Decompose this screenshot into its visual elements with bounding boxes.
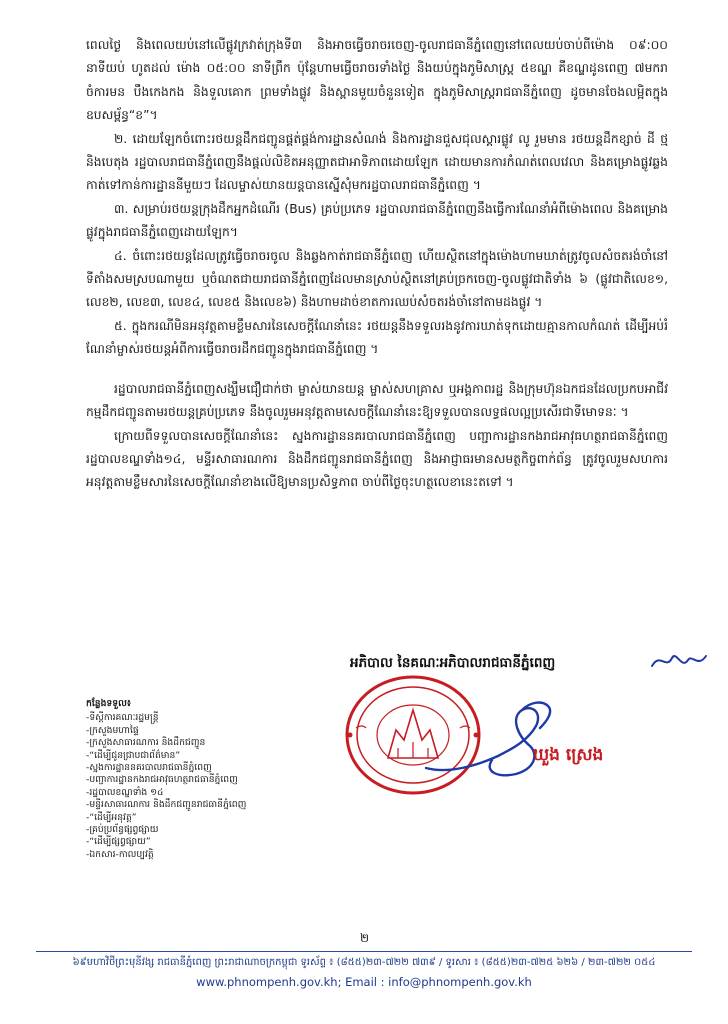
recipients-heading: កន្លែងទទួល៖ — [86, 698, 131, 709]
recipient-item: -បញ្ជាការដ្ឋានកងរាជអាវុធហត្ថរាជធានីភ្នំពេញ — [86, 774, 238, 786]
recipient-item: -មន្ទីរសាធារណការ និងដឹកជញ្ជូនរាជធានីភ្នំពេញ — [86, 799, 247, 811]
recipient-item: -“ដើម្បីផ្សព្វផ្សាយ” — [86, 836, 151, 848]
footer-web-email[interactable]: www.phnompenh.gov.kh; Email : info@phnompenh.gov.kh — [196, 975, 532, 989]
recipient-item: -“ដើម្បីជូនជ្រាបជាព័ត៌មាន” — [86, 749, 181, 761]
initials-scribble — [650, 648, 710, 674]
recipient-item: -ក្រសួងសាធារណការ និងដឹកជញ្ជូន — [86, 737, 206, 749]
letter-body — [86, 34, 668, 495]
recipient-item: -រដ្ឋបាលខណ្ឌទាំង ១៤ — [86, 786, 164, 798]
recipient-item: -“ដើម្បីអនុវត្ត” — [86, 811, 137, 823]
recipient-item: -ក្រសួងមហាផ្ទៃ — [86, 724, 139, 736]
paragraph-3: ៣. សម្រាប់រថយន្តក្រុងដឹកអ្នកដំណើរ (Bus) គ្រប់ប្រភេទ រដ្ឋបាលរាជធានីភ្នំពេញនឹងធ្វើការណែនាំអំពីម៉ោងពេល និងគម្រោងផ្លូវក្នុងរាជធានីភ្នំពេញដោយឡែក។ — [86, 201, 668, 240]
handwritten-signature — [418, 696, 568, 786]
paragraph-6: រដ្ឋបាលរាជធានីភ្នំពេញសង្ឃឹមជឿជាក់ថា ម្ចាស់យានយន្ត ម្ចាស់សហគ្រាស ឬអង្គភាពរដ្ឋ និងក្រុមហ៊ុនឯកជនដែលប្រកបអាជីវកម្មដឹកជញ្ជូនតាមរថយន្តគ្រប់ប្រភេទ នឹងចូលរួមអនុវត្តតាមសេចក្តីណែនាំនេះឱ្យទទួលបានលទ្ធផលល្អប្រសើរជាទីមោទនៈ ។ — [86, 381, 668, 420]
footer-divider — [36, 951, 692, 952]
paragraph-7: ក្រោយពីទទួលបានសេចក្តីណែនាំនេះ ស្នងការដ្ឋាននគរបាលរាជធានីភ្នំពេញ បញ្ជាការដ្ឋានកងរាជអាវុធហត្ថរាជធានីភ្នំពេញ រដ្ឋបាលខណ្ឌទាំង១៤, មន្ទីរសាធារណការ និងដឹកជញ្ជូនរាជធានីភ្នំពេញ និងអាជ្ញាធរមានសមត្ថកិច្ចពាក់ព័ន្ធ ត្រូវចូលរួមសហការអនុវត្តតាមខ្លឹមសារនៃសេចក្តីណែនាំខាងលើឱ្យមានប្រសិទ្ធភាព ចាប់ពីថ្ងៃចុះហត្ថលេខានេះតទៅ ។ — [86, 428, 668, 490]
paragraph-1-continuation: ពេលថ្ងៃ និងពេលយប់នៅលើផ្លូវក្រវាត់ក្រុងទី៣ និងអាចធ្វើចរាចរចេញ-ចូលរាជធានីភ្នំពេញនៅពេលយប់ចាប់ពីម៉ោង ០៩:០០ នាទីយប់ ហូតដល់ ម៉ោង ០៥:០០ នាទីព្រឹក ប៉ុន្តែហាមធ្វើចរាចរទាំងថ្ងៃ និងយប់ក្នុងភូមិសាស្ត្រ ៥ខណ្ឌ គឺខណ្ឌដូនពេញ ៧មករា ចំការមន បឹងកេងកង និងទួលគោក ព្រមទាំងផ្លូវ និងស្ពានមួយចំនួនទៀត ក្នុងភូមិសាស្ត្ររាជធានីភ្នំពេញ ដូចមានចែងលម្អិតក្នុងឧបសម្ព័ន្ធ“ខ”។ — [86, 38, 668, 123]
signatory-title: អភិបាល នៃគណៈអភិបាលរាជធានីភ្នំពេញ — [350, 655, 556, 671]
recipient-item: -ទីស្តីការគណៈរដ្ឋមន្ត្រី — [86, 712, 159, 724]
footer-address: ៦៩មហាវិថីព្រះមុនីវង្ស រាជធានីភ្នំពេញ ព្រះរាជាណាចក្រកម្ពុជា ទូរស័ព្ទ ៖ (៨៥៥)២៣-៧២២ ៧៣៩ / ទូរសារ ៖ (៨៥៥)២៣-៧២៥ ៦២៦ / ២៣-៧២២ ០៥៤ — [72, 957, 656, 968]
page-number: ២ — [360, 931, 370, 945]
recipients-list — [86, 698, 326, 861]
paragraph-4: ៤. ចំពោះរថយន្តដែលត្រូវធ្វើចរាចរចូល និងឆ្លងកាត់រាជធានីភ្នំពេញ ហើយស្ថិតនៅក្នុងម៉ោងហាមឃាត់ត្រូវចូលសំចតរង់ចាំនៅទីតាំងសមស្របណាមួយ ឬចំណតជាយរាជធានីភ្នំពេញដែលមានស្រាប់ស្ថិតនៅគ្រប់ច្រកចេញ-ចូលផ្លូវជាតិទាំង ៦ (ផ្លូវជាតិលេខ១, លេខ២, លេខ៣, លេខ៤, លេខ៥ និងលេខ៦) និងហាមដាច់ខាតការឈប់សំចតរង់ចាំនៅតាមដងផ្លូវ ។ — [86, 248, 668, 310]
signatory-name: ឃួង ស្រេង — [533, 745, 604, 765]
paragraph-5: ៥. ក្នុងករណីមិនអនុវត្តតាមខ្លឹមសារនៃសេចក្តីណែនាំនេះ រថយន្តនឹងទទួលរងនូវការឃាត់ទុកដោយគ្មានកាលកំណត់ ដើម្បីអប់រំណែនាំម្ចាស់រថយន្តអំពីការធ្វើចរាចរដឹកជញ្ជូនក្នុងរាជធានីភ្នំពេញ ។ — [86, 318, 668, 357]
paragraph-2: ២. ដោយឡែកចំពោះរថយន្តដឹកជញ្ជូនផ្គត់ផ្គង់ការដ្ឋានសំណង់ និងការដ្ឋានជួសជុលស្តារផ្លូវ លូ រួមមាន រថយន្តដឹកខ្សាច់ ដី ថ្ម និងបេតុង រដ្ឋបាលរាជធានីភ្នំពេញនឹងផ្តល់លិខិតអនុញ្ញាតជាអាទិភាពដោយឡែក ដោយមានការកំណត់ពេលវេលា និងគម្រោងផ្លូវឆ្លងកាត់ទៅកាន់ការដ្ឋាននីមួយៗ ដែលម្ចាស់យានយន្តបានស្នើសុំមករដ្ឋបាលរាជធានីភ្នំពេញ ។ — [86, 131, 668, 193]
recipient-item: -ស្នងការដ្ឋាននគរបាលរាជធានីភ្នំពេញ — [86, 762, 212, 774]
recipient-item: -គ្រប់ប្រព័ន្ធផ្សព្វផ្សាយ — [86, 824, 159, 836]
recipient-item: -ឯកសារ-កាលប្បវត្តិ — [86, 848, 154, 860]
